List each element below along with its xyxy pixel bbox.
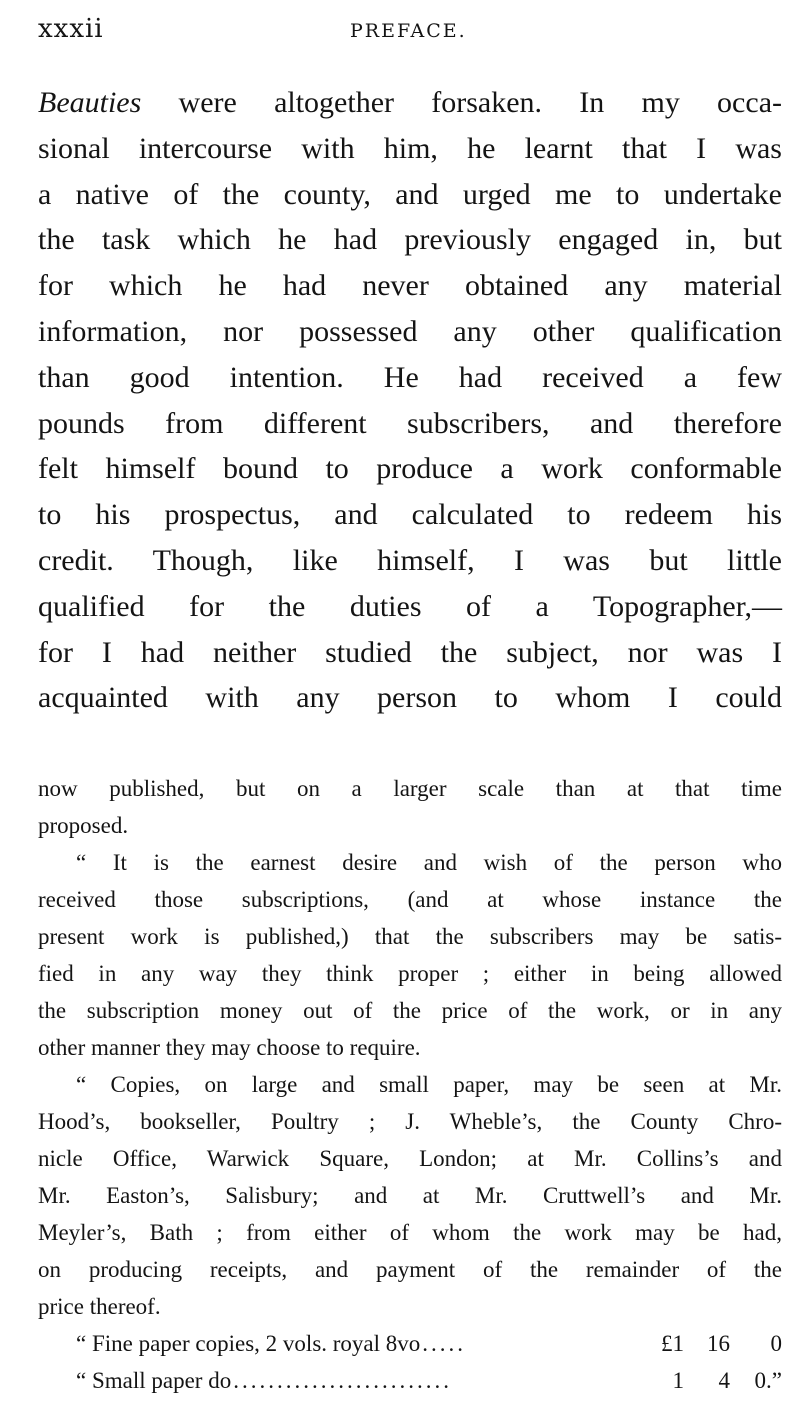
text-line: sional intercourse with him, he learnt that I was [38,131,782,165]
leader-dots: ..... [422,1331,467,1356]
footnote-line: “ It is the earnest desire and wish of the person who [76,850,782,875]
page-header [38,8,782,48]
text-line: for which he had never obtained any material [38,269,782,303]
footnote-line: price thereof. [38,1294,161,1319]
footnote-line: received those subscriptions, (and at whose instance the [38,887,782,912]
text-line: the task which he had previously engaged in, but [38,223,782,257]
price-row-fine-paper [38,1325,782,1362]
text-line: felt himself bound to produce a work conformable [38,452,782,486]
price-row-small-paper [38,1362,782,1399]
footnote-line: Hood’s, bookseller, Poultry ; J. Wheble’s, the County Chro- [38,1109,782,1134]
text-line: to his prospectus, and calculated to redeem his [38,498,782,532]
price-pounds: 1 [672,1368,684,1393]
leader-dots: ......................... [233,1368,452,1393]
text-line: for I had neither studied the subject, nor was I [38,635,782,669]
text-fragment: were altogether forsaken. In my occa- [141,86,782,119]
footnote-line: present work is published,) that the subscribers may be satis- [38,924,782,949]
text-line: than good intention. He had received a few [38,360,782,394]
text-line: information, nor possessed any other qualification [38,314,782,348]
main-text [38,80,782,721]
footnote-line: other manner they may choose to require. [38,1035,421,1060]
footnote-line: Meyler’s, Bath ; from either of whom the work may be had, [38,1220,782,1245]
footnote-line: the subscription money out of the price of the work, or in any [38,998,782,1023]
text-line [38,80,782,126]
price-pence: 0 [770,1331,782,1356]
footnote-line: on producing receipts, and payment of the remainder of the [38,1257,782,1282]
footnote-line: proposed. [38,813,129,838]
price-shillings: 4 [718,1368,730,1393]
price-pence: 0.” [754,1368,782,1393]
text-line: a native of the county, and urged me to undertake [38,177,782,211]
text-line: pounds from different subscribers, and therefore [38,406,782,440]
text-line: acquainted with any person to whom I could [38,681,782,715]
footnote [38,770,782,1399]
footnote-line: now published, but on a larger scale than at that time [38,776,782,801]
text-line: credit. Though, like himself, I was but little [38,543,782,577]
price-label: “ Fine paper copies, 2 vols. royal 8vo [76,1331,421,1356]
running-head: PREFACE. [350,20,467,42]
footnote-line: Mr. Easton’s, Salisbury; and at Mr. Cruttwell’s and Mr. [38,1183,782,1208]
footnote-line: fied in any way they think proper ; either in being allowed [38,961,782,986]
italic-title: Beauties [38,86,142,119]
footnote-line: “ Copies, on large and small paper, may be seen at Mr. [76,1072,782,1097]
price-shillings: 16 [707,1331,730,1356]
footnote-line: nicle Office, Warwick Square, London; at Mr. Collins’s and [38,1146,782,1171]
text-line: qualified for the duties of a Topographer,— [38,589,782,623]
price-pounds: £1 [661,1331,684,1356]
page-number: xxxii [38,14,104,44]
price-label: “ Small paper do [76,1368,232,1393]
